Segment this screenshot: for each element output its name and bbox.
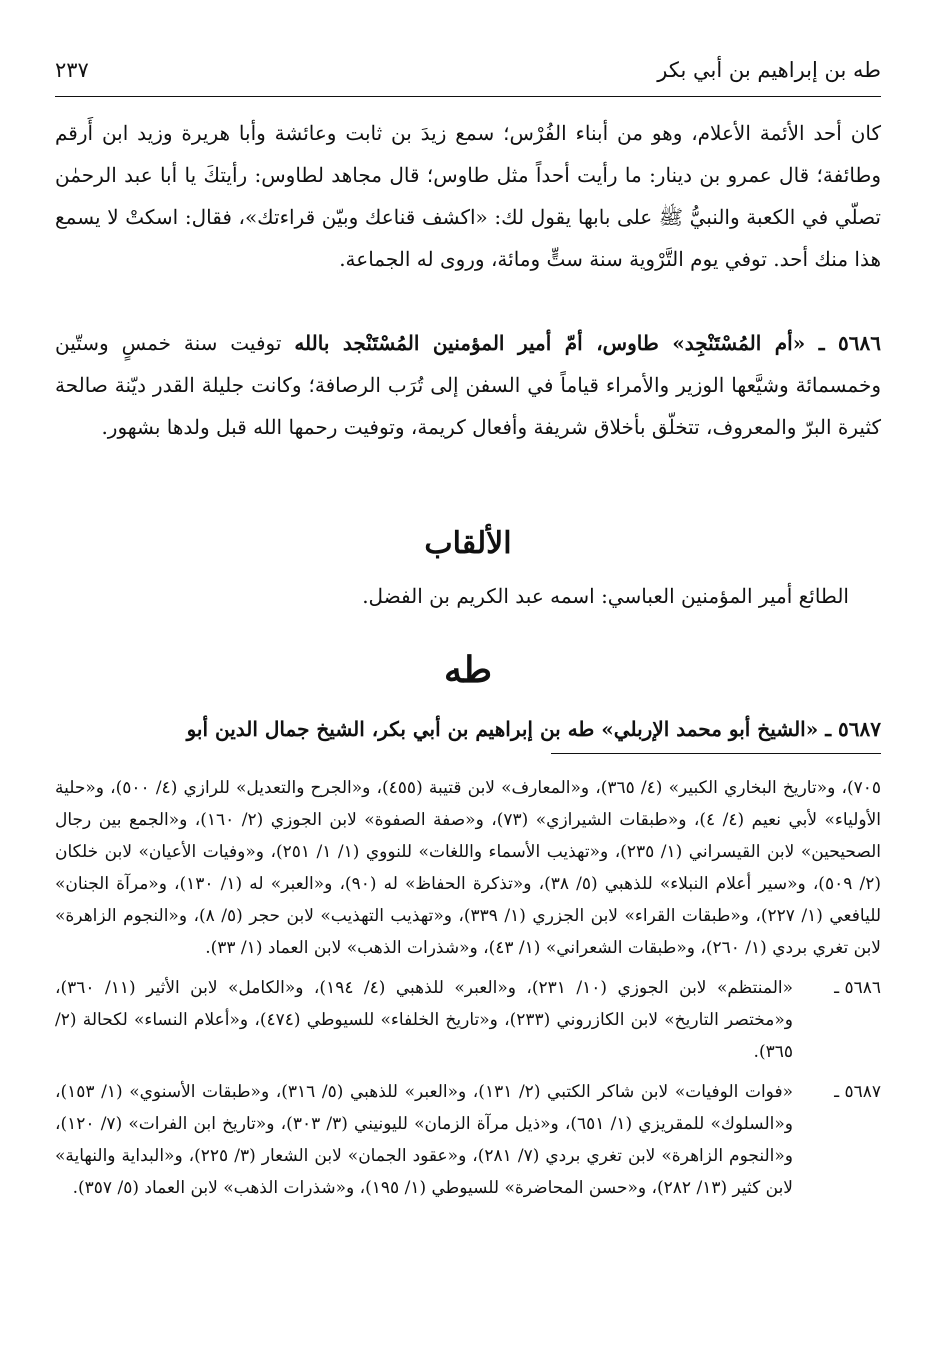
page-number: ٢٣٧ (55, 58, 89, 82)
entry-5687-heading: ٥٦٨٧ ـ «الشيخ أبو محمد الإربلي» طه بن إبراهيم بن أبي بكر، الشيخ جمال الدين أبو (186, 717, 881, 741)
footnote-separator (551, 753, 881, 754)
section-title-alqab: الألقاب (424, 526, 512, 561)
entry-5686-heading: ٥٦٨٦ ـ «أم المُسْتَنْجِد» طاوس، أمّ أمير المؤمنين المُسْتَنْجد بالله (294, 331, 882, 355)
entry-5686-text: توفيت سنة خمسٍ وستّين وخمسمائة وشيَّعها الوزير والأمراء قياماً في السفن إلى تُرَب الرصافة؛ وكانت جليلة القدر ديّنة صالحة كثيرة البرّ والمعروف، تتخلّق بأخلاق شريفة وأفعال كريمة، وتوفيت رحمها الله قبل ولدها بشهور. (55, 331, 881, 439)
alqab-line: الطائع أمير المؤمنين العباسي: اسمه عبد الكريم بن الفضل. (362, 584, 849, 608)
footnote-continuation (55, 772, 881, 964)
footnote-text: «فوات الوفيات» لابن شاكر الكتبي (٢/ ١٣١)، و«العبر» للذهبي (٥/ ٣١٦)، و«طبقات الأسنوي» (١/ ١٥٣)، و«السلوك» للمقريزي (١/ ٦٥١)، و«ذيل مرآة الزمان» لليونيني (٣/ ٣٠٣)، و«تاريخ ابن الفرات» (٧/ ١٢٠)، و«النجوم الزاهرة» لابن تغري بردي (٧/ ٢٨١)، و«عقود الجمان» لابن الشعار (٣/ ٢٢٥)، و«البداية والنهاية» لابن كثير (١٣/ ٢٨٢)، و«حسن المحاضرة» للسيوطي (١/ ١٩٥)، و«شذرات الذهب» لابن العماد (٥/ ٣٥٧). (55, 1082, 793, 1198)
footnote-number: ٥٦٨٦ ـ (834, 978, 881, 998)
entry-5686 (55, 322, 881, 498)
footnote-number: ٥٦٨٧ ـ (834, 1082, 881, 1102)
footnotes (55, 772, 881, 1212)
main-text (55, 112, 881, 750)
footnote-text: «المنتظم» لابن الجوزي (١٠/ ٢٣١)، و«العبر» للذهبي (٤/ ١٩٤)، و«الكامل» لابن الأثير (١١/ ٣٦٠)، و«مختصر التاريخ» لابن الكازروني (٢٣٣)، و«تاريخ الخلفاء» للسيوطي (٤٧٤)، و«أعلام النساء» لكحالة (٢/ ٣٦٥). (55, 978, 793, 1062)
page-header (55, 58, 881, 97)
footnote-text: ٧٠٥)، و«تاريخ البخاري الكبير» (٤/ ٣٦٥)، و«المعارف» لابن قتيبة (٤٥٥)، و«الجرح والتعديل» للرازي (٤/ ٥٠٠)، و«حلية الأولياء» لأبي نعيم (٤/ ٤)، و«طبقات الشيرازي» (٧٣)، و«صفة الصفوة» لابن الجوزي (٢/ ١٦٠)، و«الجمع بين رجال الصحيحين» لابن القيسراني (١/ ٢٣٥)، و«تهذيب الأسماء واللغات» للنووي (١/ ١/ ٢٥١)، و«وفيات الأعيان» لابن خلكان (٢/ ٥٠٩)، و«سير أعلام النبلاء» للذهبي (٥/ ٣٨)، و«تذكرة الحفاظ» له (٩٠)، و«العبر» له (١/ ١٣٠)، و«مرآة الجنان» لليافعي (١/ ٢٢٧)، و«طبقات القراء» لابن الجزري (١/ ٣٣٩)، و«تهذيب التهذيب» لابن حجر (٥/ ٨)، و«النجوم الزاهرة» لابن تغري بردي (١/ ٢٦٠)، و«طبقات الشعراني» (١/ ٤٣)، و«شذرات الذهب» لابن العماد (١/ ٣٣). (55, 778, 882, 958)
running-title: طه بن إبراهيم بن أبي بكر (657, 58, 881, 82)
footnote-5687 (55, 1076, 881, 1204)
letter-title: طه (444, 649, 492, 691)
footnote-5686 (55, 972, 881, 1068)
intro-paragraph: كان أحد الأئمة الأعلام، وهو من أبناء الفُرْس؛ سمع زيدَ بن ثابت وعائشة وأبا هريرة وزيد ابن أَرقم وطائفة؛ قال عمرو بن دينار: ما رأيت أحداً مثل طاوس؛ قال مجاهد لطاوس: رأيتكَ يا أبا عبد الرحمٰن تصلّي في الكعبة والنبيُّ ﷺ على بابها يقول لك: «اكشف قناعك وبيّن قراءتك»، فقال: اسكتْ لا يسمع هذا منك أحد. توفي يوم التَّرْوية سنة ستٍّ ومائة، وروى له الجماعة. (55, 121, 881, 271)
